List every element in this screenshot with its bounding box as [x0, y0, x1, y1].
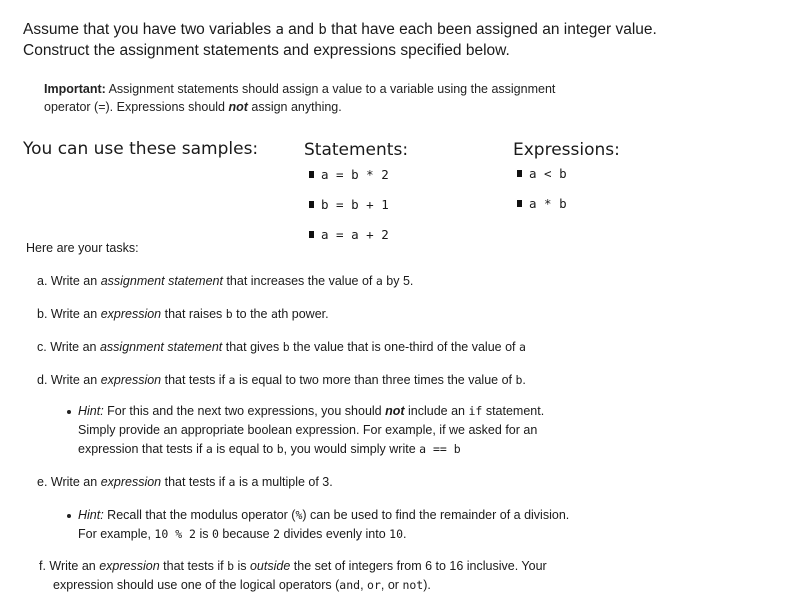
task-a — [37, 272, 413, 290]
statement-item — [309, 167, 389, 182]
code-value: 2 — [273, 527, 281, 541]
task-text: b. Write an — [37, 307, 101, 321]
hint-text: because — [218, 527, 274, 541]
important-note-line-2 — [44, 98, 342, 116]
hint-text: For example, — [78, 527, 155, 541]
hint-text: ) can be used to find the remainder of a division. — [302, 508, 570, 522]
code-var: a — [228, 475, 236, 489]
task-text: by 5. — [382, 274, 414, 288]
statement-code: a = a + 2 — [321, 227, 389, 242]
code-var: b — [225, 307, 233, 321]
statement-code: a = b * 2 — [321, 167, 389, 182]
hint-text: is equal to — [212, 442, 277, 456]
statements-heading: Statements: — [304, 140, 409, 160]
hint-text: For this and the next two expressions, you should — [103, 404, 386, 418]
code-operator: % — [295, 508, 303, 522]
hint-text: . — [403, 527, 407, 541]
bullet-square-icon — [309, 231, 314, 238]
important-note-line-1 — [44, 80, 555, 98]
hint-text: expression that tests if — [78, 442, 206, 456]
code-var: a — [205, 442, 213, 456]
task-text: that raises — [161, 307, 226, 321]
bullet-square-icon — [309, 201, 314, 208]
tasks-heading: Here are your tasks: — [26, 241, 139, 255]
task-text: that increases the value of — [222, 274, 376, 288]
task-emphasis: expression — [99, 559, 160, 573]
expression-code: a * b — [529, 196, 567, 211]
hint-d-line-2: Simply provide an appropriate boolean expression. For example, if we asked for an — [78, 423, 538, 437]
bullet-dot-icon — [67, 514, 71, 518]
hint-text: include an — [404, 404, 469, 418]
code-expression: a == b — [419, 442, 461, 456]
code-expression: 10 % 2 — [154, 527, 196, 541]
hint-d-line-3 — [78, 440, 461, 459]
task-text: is equal to two more than three times the value of — [235, 373, 516, 387]
bullet-square-icon — [517, 200, 522, 207]
expression-item — [517, 166, 567, 181]
expression-item — [517, 196, 567, 211]
important-text: assign anything. — [247, 100, 342, 114]
task-emphasis: assignment statement — [99, 340, 223, 354]
important-text: Assignment statements should assign a value to a variable using the assignment — [105, 82, 556, 96]
code-var-a: a — [275, 22, 284, 38]
hint-emphasis: not — [385, 404, 405, 418]
statement-item — [309, 197, 389, 212]
task-f-line-1 — [39, 557, 547, 575]
task-text: a. Write an — [37, 274, 101, 288]
task-text: th power. — [277, 307, 329, 321]
code-operator: or — [367, 578, 381, 592]
task-f-line-2 — [53, 576, 431, 594]
code-var: b — [282, 340, 290, 354]
expressions-heading: Expressions: — [513, 140, 620, 160]
task-d — [37, 371, 526, 389]
code-var: a — [375, 274, 383, 288]
task-text: ). — [423, 578, 431, 592]
task-text: . — [522, 373, 526, 387]
task-text: expression should use one of the logical operators ( — [53, 578, 340, 592]
task-text: the set of integers from 6 to 16 inclusive. Your — [290, 559, 547, 573]
task-text: , — [360, 578, 368, 592]
task-text: that tests if — [159, 559, 228, 573]
task-text: e. Write an — [37, 475, 101, 489]
task-text: that tests if — [161, 373, 229, 387]
task-text: the value that is one-third of the value of — [289, 340, 519, 354]
statement-code: b = b + 1 — [321, 197, 389, 212]
task-text: is — [234, 559, 250, 573]
task-emphasis: expression — [100, 475, 162, 489]
task-text: , or — [380, 578, 403, 592]
intro-text: Assume that you have two variables — [23, 21, 276, 38]
code-var: b — [515, 373, 523, 387]
samples-label: You can use these samples: — [23, 139, 259, 159]
hint-text: , you would simply write — [283, 442, 420, 456]
code-var: a — [518, 340, 526, 354]
task-emphasis: expression — [100, 307, 162, 321]
code-var: b — [227, 559, 234, 573]
hint-text: Recall that the modulus operator ( — [103, 508, 296, 522]
task-text: is a multiple of 3. — [235, 475, 333, 489]
intro-text: that have each been assigned an integer value. — [326, 21, 657, 38]
task-text: c. Write an — [37, 340, 100, 354]
task-text: that gives — [222, 340, 283, 354]
code-operator: and — [339, 578, 361, 592]
hint-e-line-2 — [78, 525, 406, 544]
intro-text: and — [283, 21, 319, 38]
intro-line-2: Construct the assignment statements and expressions specified below. — [23, 42, 510, 59]
code-var: a — [228, 373, 236, 387]
statement-item — [309, 227, 389, 242]
intro-line-1 — [23, 19, 657, 41]
important-label: Important: — [44, 82, 106, 96]
task-c — [37, 338, 526, 356]
code-var: a — [270, 307, 278, 321]
code-var-b: b — [318, 22, 327, 38]
bullet-square-icon — [309, 171, 314, 178]
bullet-square-icon — [517, 170, 522, 177]
code-value: 0 — [211, 527, 219, 541]
code-keyword: if — [468, 404, 483, 418]
hint-label: Hint: — [78, 508, 104, 522]
task-e — [37, 473, 333, 491]
bullet-dot-icon — [67, 410, 71, 414]
important-emphasis: not — [228, 100, 248, 114]
important-text: operator (=). Expressions should — [44, 100, 229, 114]
task-b — [37, 305, 329, 323]
task-emphasis: assignment statement — [100, 274, 223, 288]
hint-text: is — [195, 527, 212, 541]
hint-e-line-1 — [78, 506, 569, 525]
task-text: that tests if — [161, 475, 229, 489]
task-emphasis: outside — [249, 559, 291, 573]
task-text: d. Write an — [37, 373, 101, 387]
hint-text: statement. — [482, 404, 545, 418]
expression-code: a < b — [529, 166, 567, 181]
hint-text: divides evenly into — [280, 527, 390, 541]
task-text: to the — [232, 307, 271, 321]
hint-d-line-1 — [78, 402, 544, 421]
code-value: 10 — [389, 527, 403, 541]
code-var: b — [276, 442, 284, 456]
task-text: f. Write an — [39, 559, 100, 573]
code-operator: not — [402, 578, 424, 592]
task-emphasis: expression — [100, 373, 162, 387]
hint-label: Hint: — [78, 404, 104, 418]
